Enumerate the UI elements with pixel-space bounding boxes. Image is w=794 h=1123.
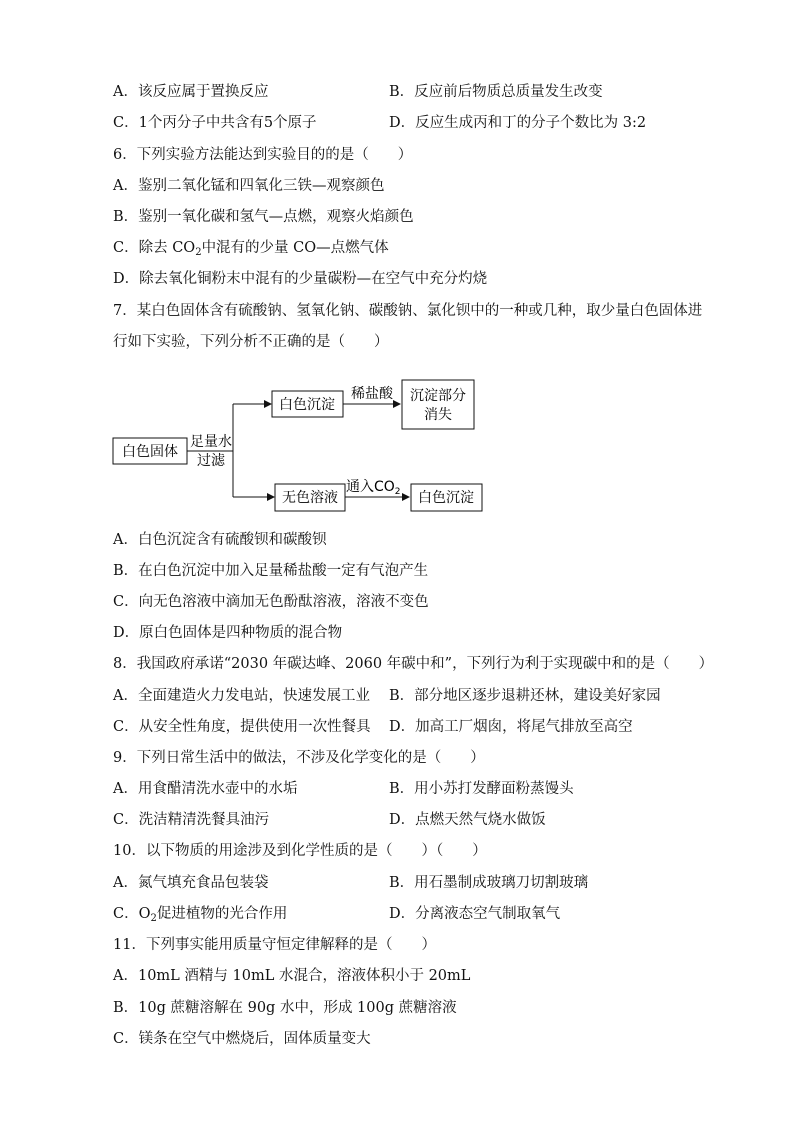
- lower-precipitate-label: 白色沉淀: [418, 490, 474, 506]
- q11-option-c: C．镁条在空气中燃烧后，固体质量变大: [113, 1031, 371, 1047]
- q8-option-a: A．全面建造火力发电站，快速发展工业: [113, 688, 370, 704]
- q9-stem: 9．下列日常生活中的做法，不涉及化学变化的是（ ）: [113, 750, 485, 766]
- q7-flow-diagram: [108, 370, 498, 520]
- q10-option-b: B．用石墨制成玻璃刀切割玻璃: [389, 875, 589, 891]
- q5-option-d: D．反应生成丙和丁的分子个数比为 3:2: [389, 115, 647, 131]
- q5-option-b: B．反应前后物质总质量发生改变: [389, 84, 603, 100]
- q5-option-c: C．1个丙分子中共含有5个原子: [113, 115, 317, 131]
- q8-option-c: C．从安全性角度，提供使用一次性餐具: [113, 719, 371, 735]
- acid-reagent-label: 稀盐酸: [351, 386, 393, 402]
- q10-option-c: C．$O_2$促进植物的光合作用: [113, 906, 288, 924]
- q10-stem: 10．以下物质的用途涉及到化学性质的是（ ）（ ）: [113, 843, 487, 859]
- q7-stem-line1: 7．某白色固体含有硫酸钠、氢氧化钠、碳酸钠、氯化钡中的一种或几种，取少量白色固体进: [113, 303, 703, 319]
- q9-option-a: A．用食醋清洗水壶中的水垢: [113, 781, 298, 797]
- q9-option-d: D．点燃天然气烧水做饭: [389, 812, 546, 828]
- co2-reagent-label: 通入$CO_2$: [346, 479, 401, 497]
- q11-stem: 11．下列事实能用质量守恒定律解释的是（ ）: [113, 937, 436, 953]
- q7-option-a: A．白色沉淀含有硫酸钡和碳酸钡: [113, 532, 327, 548]
- q9-option-c: C．洗洁精清洗餐具油污: [113, 812, 270, 828]
- q7-stem-line2: 行如下实验，下列分析不正确的是（ ）: [113, 334, 389, 350]
- q11-option-a: A．10mL 酒精与 10mL 水混合，溶液体积小于 20mL: [113, 968, 471, 984]
- q10-option-a: A．氮气填充食品包装袋: [113, 875, 269, 891]
- q9-option-b: B．用小苏打发酵面粉蒸馒头: [389, 781, 574, 797]
- q7-option-b: B．在白色沉淀中加入足量稀盐酸一定有气泡产生: [113, 563, 429, 579]
- q7-option-c: C．向无色溶液中滴加无色酚酞溶液，溶液不变色: [113, 594, 429, 610]
- q6-stem: 6．下列实验方法能达到实验目的的是（ ）: [113, 147, 413, 163]
- colorless-solution-label: 无色溶液: [282, 490, 338, 506]
- q6-option-b: B．鉴别一氧化碳和氢气—点燃，观察火焰颜色: [113, 209, 414, 225]
- q6-option-a: A．鉴别二氧化锰和四氧化三铁—观察颜色: [113, 178, 385, 194]
- q6-option-d: D．除去氧化铜粉末中混有的少量碳粉—在空气中充分灼烧: [113, 271, 488, 287]
- q7-option-d: D．原白色固体是四种物质的混合物: [113, 625, 343, 641]
- q6-option-c: C．除去 $CO_2$中混有的少量 CO—点燃气体: [113, 240, 389, 258]
- upper-precipitate-label: 白色沉淀: [279, 397, 335, 413]
- q8-option-d: D．加高工厂烟囱，将尾气排放至高空: [389, 719, 633, 735]
- result-label-line2: 消失: [424, 407, 452, 423]
- q10-option-d: D．分离液态空气制取氧气: [389, 906, 561, 922]
- split-condition-bottom: 过滤: [197, 453, 225, 469]
- q5-option-a: A．该反应属于置换反应: [113, 84, 269, 100]
- result-label-line1: 沉淀部分: [410, 388, 466, 404]
- split-condition-top: 足量水: [190, 434, 232, 450]
- start-label: 白色固体: [122, 444, 178, 460]
- q8-stem: 8．我国政府承诺“2030 年碳达峰、2060 年碳中和”，下列行为利于实现碳中和的是（ ）: [113, 656, 714, 672]
- q11-option-b: B．10g 蔗糖溶解在 90g 水中，形成 100g 蔗糖溶液: [113, 1000, 457, 1016]
- q8-option-b: B．部分地区逐步退耕还林，建设美好家园: [389, 688, 661, 704]
